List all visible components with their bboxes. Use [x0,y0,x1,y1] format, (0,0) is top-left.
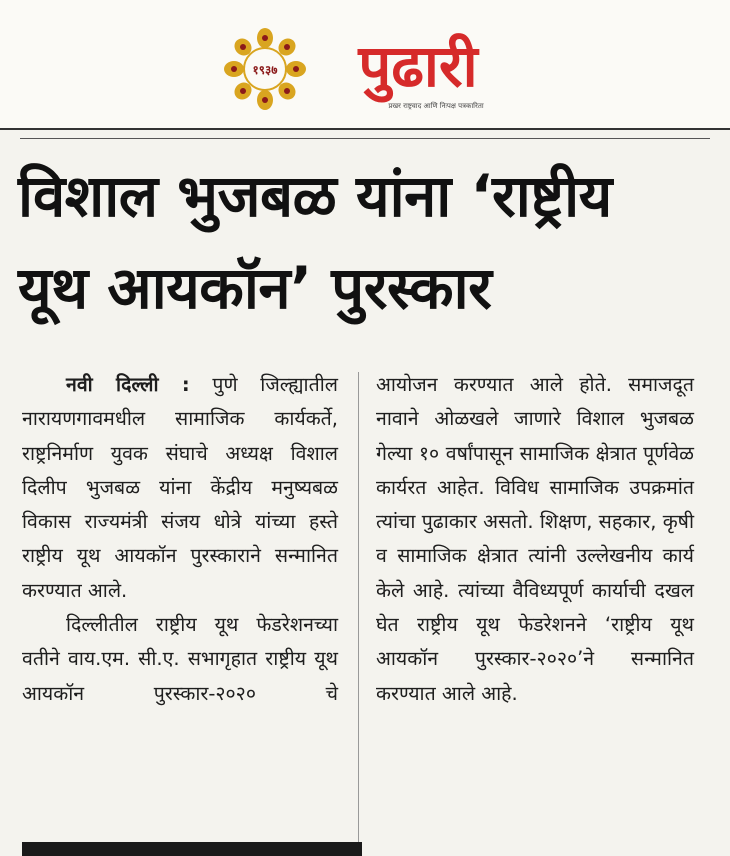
column-divider [358,372,359,852]
headline-line-1: विशाल भुजबळ यांना ‘राष्ट्रीय [18,162,612,230]
next-article-banner [22,842,362,856]
left-paragraph-2: दिल्लीतील राष्ट्रीय यूथ फेडरेशनच्या वतीने वाय.एम. सी.ए. सभागृहात राष्ट्रीय यूथ आयकॉन पुरस्कार-२०२० चे [22,613,338,705]
dateline: नवी दिल्ली : [66,373,190,396]
logo-tagline: प्रखर राष्ट्रवाद आणि निःपक्ष पत्रकारिता [388,102,484,110]
masthead-rule [0,128,730,130]
article-column-left [22,368,338,711]
newspaper-masthead [0,0,730,128]
left-paragraph-1-text: पुणे जिल्ह्यातील नारायणगावमधील सामाजिक कार्यकर्ते, राष्ट्रनिर्माण युवक संघाचे अध्यक्ष विशाल दिलीप भुजबळ यांना केंद्रीय मनुष्यबळ विकास राज्यमंत्री संजय धोत्रे यांच्या हस्ते राष्ट्रीय यूथ आयकॉन पुरस्काराने सन्मानित करण्यात आले. [22,373,338,602]
article-headline [18,150,708,334]
right-paragraph-1: आयोजन करण्यात आले होते. समाजदूत नावाने ओळखले जाणारे विशाल भुजबळ गेल्या १० वर्षांपासून सामाजिक क्षेत्रात पूर्णवेळ कार्यरत आहेत. विविध सामाजिक उपक्रमांत त्यांचा पुढाकार असतो. शिक्षण, सहकार, कृषी व सामाजिक क्षेत्रात त्यांनी उल्लेखनीय कार्य केले आहे. त्यांच्या वैविध्यपूर्ण कार्याची दखल घेत राष्ट्रीय यूथ फेडरेशनने ‘राष्ट्रीय यूथ आयकॉन पुरस्कार-२०२०’ने सन्मानित करण्यात आले आहे. [376,373,694,705]
headline-line-2: यूथ आयकॉन’ पुरस्कार [18,254,492,322]
publication-logo [318,24,518,114]
headline-rule [20,138,710,139]
logo-text: पुढारी [358,32,478,100]
emblem-year: १९३७ [252,63,278,77]
left-paragraph-1 [22,368,338,608]
emblem-icon [224,28,306,110]
article-column-right [376,368,694,711]
